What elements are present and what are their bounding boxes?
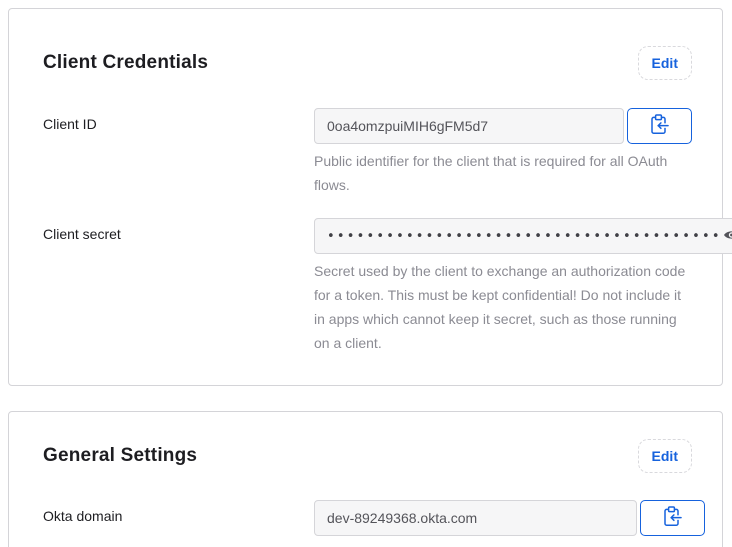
okta-domain-field-area xyxy=(314,500,692,536)
client-secret-masked-value: •••••••••••••••••••••••••••••••••••••••• xyxy=(327,228,722,244)
edit-general-settings-button[interactable]: Edit xyxy=(638,439,692,473)
general-settings-header xyxy=(43,412,692,473)
copy-okta-domain-button[interactable] xyxy=(640,500,705,536)
client-id-field-area xyxy=(314,108,692,197)
clipboard-copy-icon xyxy=(663,506,682,530)
client-id-label: Client ID xyxy=(43,116,97,132)
client-secret-field-area xyxy=(314,218,732,355)
client-secret-field-group xyxy=(314,218,732,254)
okta-domain-field-group xyxy=(314,500,705,536)
general-settings-title: General Settings xyxy=(43,445,198,466)
general-settings-card xyxy=(8,411,723,547)
client-credentials-card xyxy=(8,8,723,386)
clipboard-copy-icon xyxy=(650,114,669,138)
client-secret-row xyxy=(43,218,722,355)
client-id-field-group xyxy=(314,108,692,144)
reveal-client-secret-button[interactable] xyxy=(722,226,732,246)
okta-domain-input[interactable] xyxy=(314,500,637,536)
client-credentials-header xyxy=(43,9,692,80)
client-secret-label: Client secret xyxy=(43,226,121,242)
client-id-input[interactable] xyxy=(314,108,624,144)
client-id-row xyxy=(43,108,692,197)
client-id-help: Public identifier for the client that is required for all OAuth flows. xyxy=(314,153,668,193)
edit-client-credentials-button[interactable]: Edit xyxy=(638,46,692,80)
client-secret-help: Secret used by the client to exchange an authorization code for a token. This must be kept confidential! Do not include it in apps which cannot keep it secret, such as those running on a client. xyxy=(314,263,686,351)
client-secret-input[interactable] xyxy=(314,218,732,254)
client-credentials-title: Client Credentials xyxy=(43,52,209,73)
eye-icon xyxy=(723,229,732,244)
okta-domain-label: Okta domain xyxy=(43,508,123,524)
copy-client-id-button[interactable] xyxy=(627,108,692,144)
okta-domain-row xyxy=(43,500,692,536)
